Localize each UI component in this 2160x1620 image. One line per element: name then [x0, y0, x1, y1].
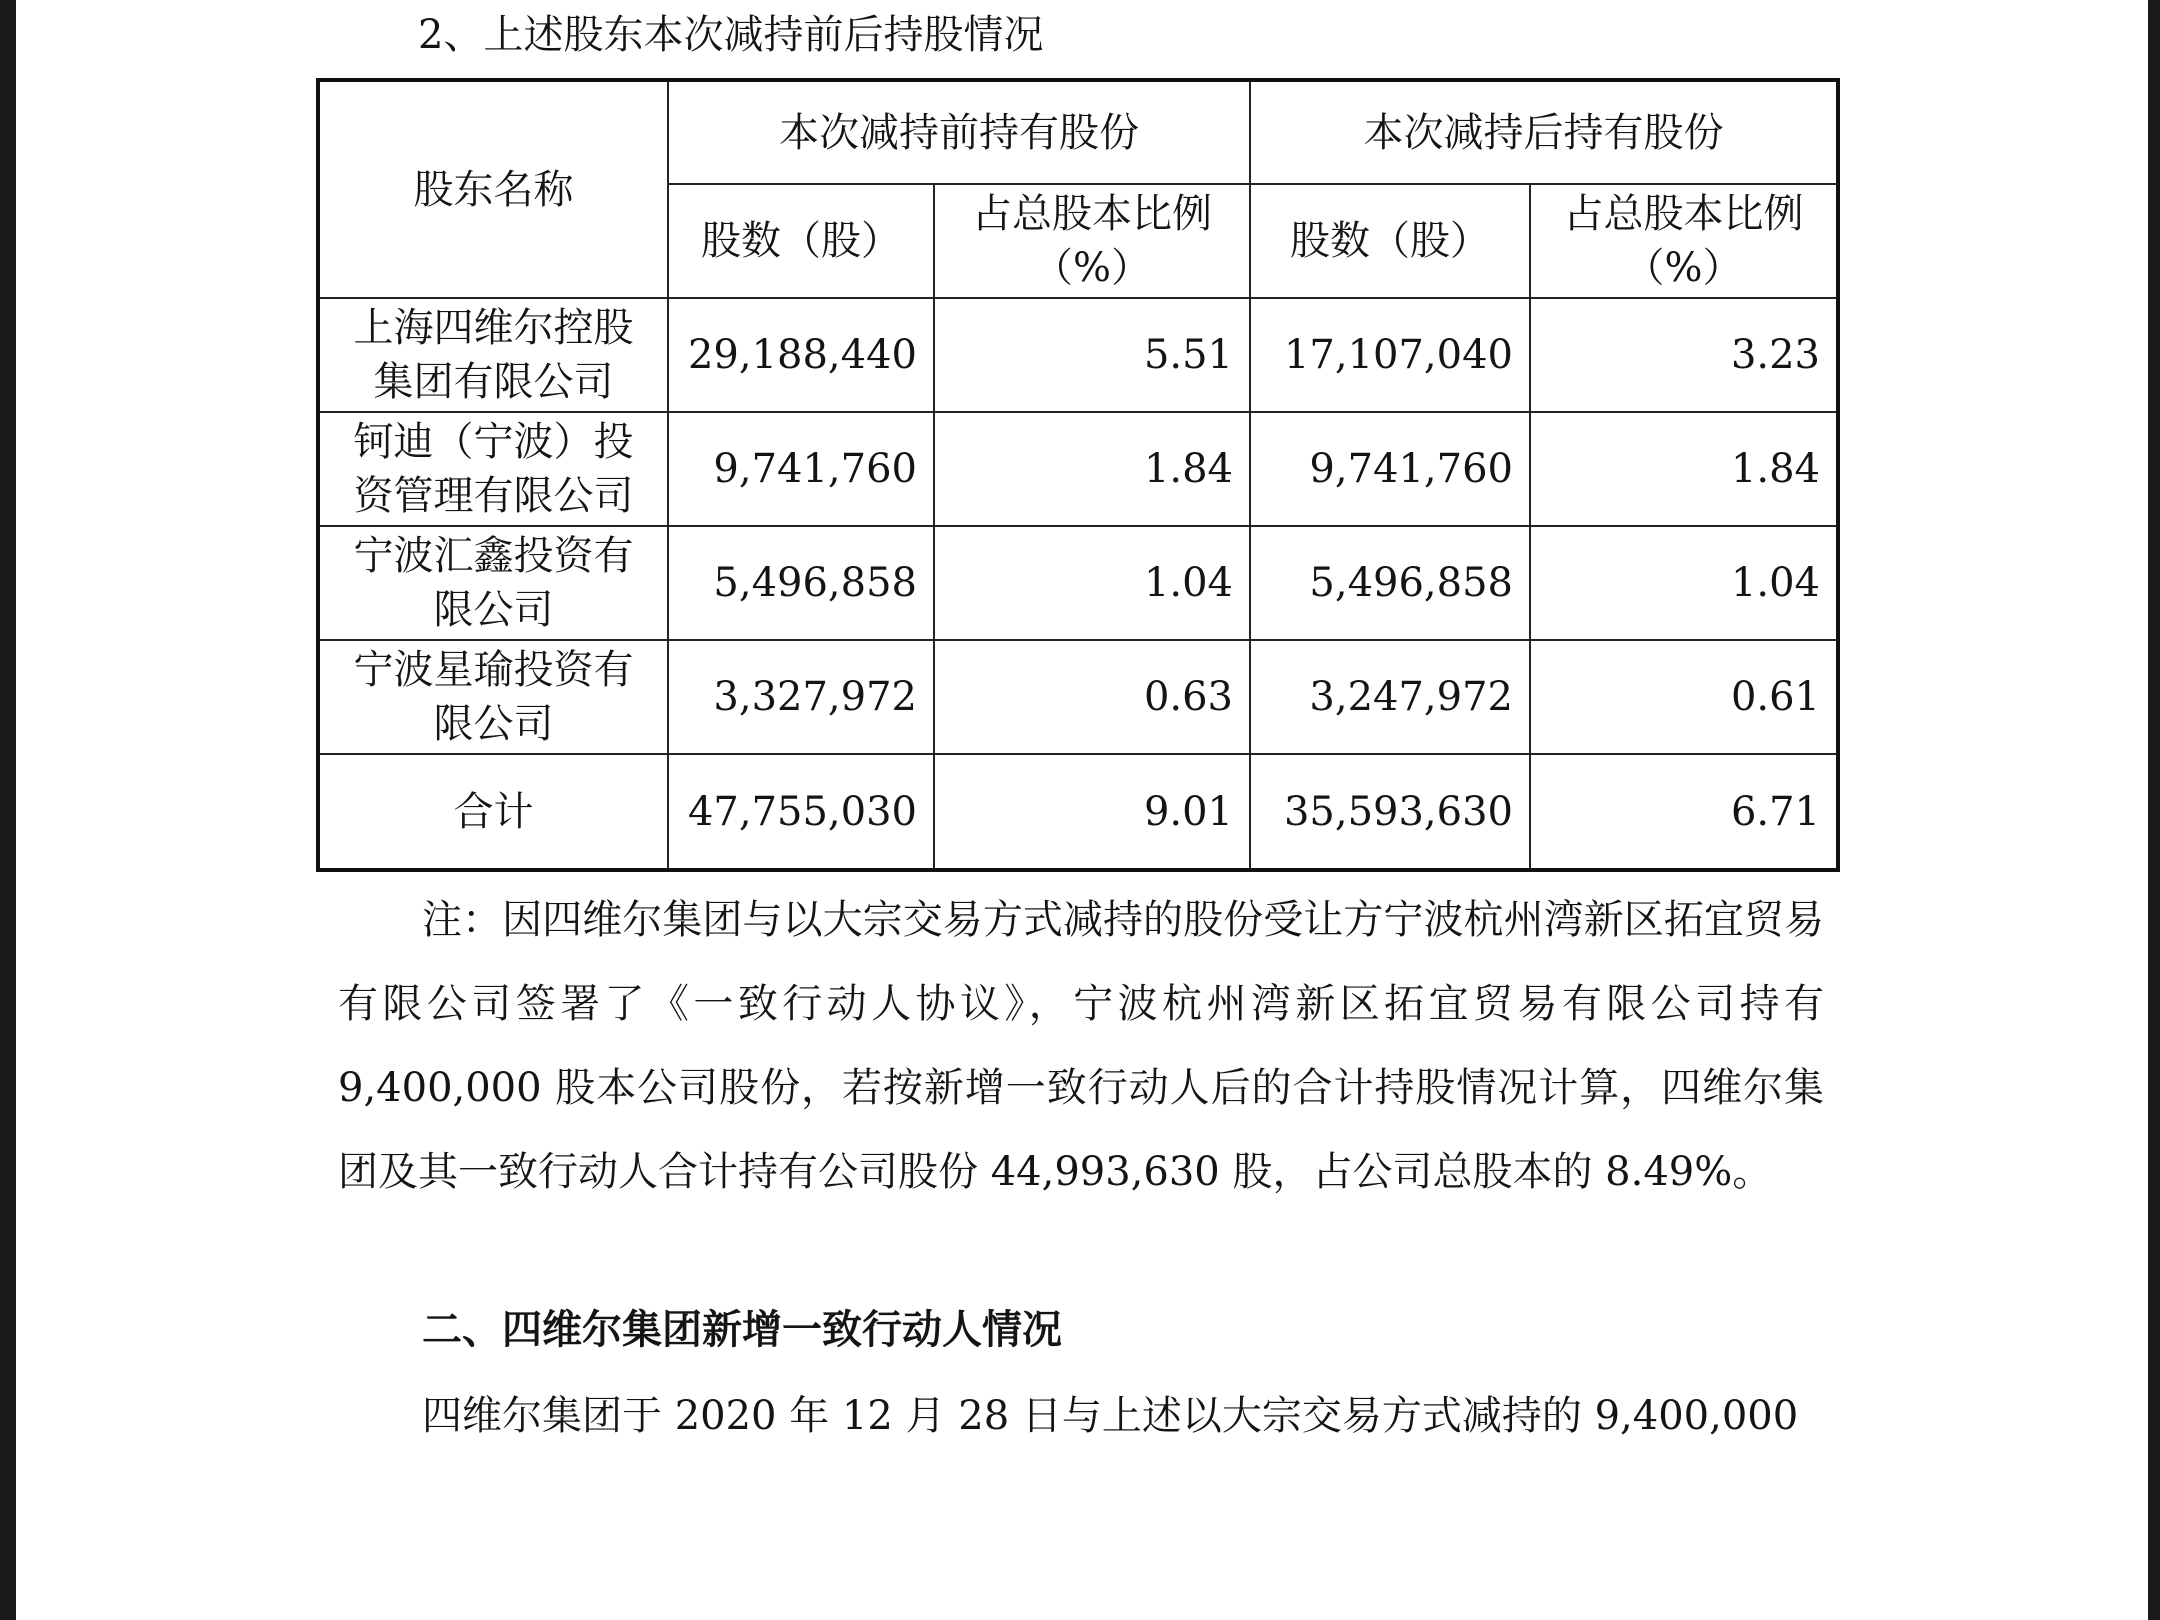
subheader-before-ratio: 占总股本比例 （%）: [934, 184, 1250, 298]
section-2-paragraph: 四维尔集团于 2020 年 12 月 28 日与上述以大宗交易方式减持的 9,400,000: [422, 1393, 1799, 1439]
after-ratio: 3.23: [1530, 298, 1838, 412]
after-shares: 17,107,040: [1250, 298, 1530, 412]
total-before-ratio: 9.01: [934, 754, 1250, 870]
shareholder-name: 宁波汇鑫投资有 限公司: [318, 526, 668, 640]
table-note: [338, 878, 1824, 1214]
before-ratio: 1.04: [934, 526, 1250, 640]
total-after-shares: 35,593,630: [1250, 754, 1530, 870]
table-row: [318, 526, 1838, 640]
section-heading: 2、上述股东本次减持前后持股情况: [418, 12, 1044, 58]
after-shares: 5,496,858: [1250, 526, 1530, 640]
after-ratio: 0.61: [1530, 640, 1838, 754]
note-text: 注：因四维尔集团与以大宗交易方式减持的股份受让方宁波杭州湾新区拓宜贸易有限公司签署了《一致行动人协议》，宁波杭州湾新区拓宜贸易有限公司持有 9,400,000 股本公司股份，若按新增一致行动人后的合计持股情况计算，四维尔集团及其一致行动人合计持有公司股份 44,993,630 股，占公司总股本的 8.49%。: [338, 897, 1824, 1195]
table-row: [318, 640, 1838, 754]
total-after-ratio: 6.71: [1530, 754, 1838, 870]
before-shares: 9,741,760: [668, 412, 934, 526]
after-ratio: 1.04: [1530, 526, 1838, 640]
header-shareholder-name: 股东名称: [318, 80, 668, 298]
table-row: [318, 298, 1838, 412]
before-ratio: 1.84: [934, 412, 1250, 526]
subheader-after-shares: 股数（股）: [1250, 184, 1530, 298]
after-shares: 3,247,972: [1250, 640, 1530, 754]
before-shares: 3,327,972: [668, 640, 934, 754]
subheader-before-shares: 股数（股）: [668, 184, 934, 298]
before-shares: 29,188,440: [668, 298, 934, 412]
subheader-after-ratio: 占总股本比例 （%）: [1530, 184, 1838, 298]
before-shares: 5,496,858: [668, 526, 934, 640]
header-after-reduction: 本次减持后持有股份: [1250, 80, 1838, 184]
shareholding-table: [316, 78, 1840, 872]
after-ratio: 1.84: [1530, 412, 1838, 526]
total-before-shares: 47,755,030: [668, 754, 934, 870]
after-shares: 9,741,760: [1250, 412, 1530, 526]
right-page-edge: [2148, 0, 2160, 1620]
total-row: [318, 754, 1838, 870]
shareholder-name: 上海四维尔控股 集团有限公司: [318, 298, 668, 412]
header-before-reduction: 本次减持前持有股份: [668, 80, 1250, 184]
before-ratio: 5.51: [934, 298, 1250, 412]
before-ratio: 0.63: [934, 640, 1250, 754]
shareholder-name: 宁波星瑜投资有 限公司: [318, 640, 668, 754]
left-page-edge: [0, 0, 16, 1620]
total-label: 合计: [318, 754, 668, 870]
table-row: [318, 412, 1838, 526]
shareholder-name: 钶迪（宁波）投 资管理有限公司: [318, 412, 668, 526]
section-2-heading: 二、四维尔集团新增一致行动人情况: [422, 1306, 1062, 1353]
